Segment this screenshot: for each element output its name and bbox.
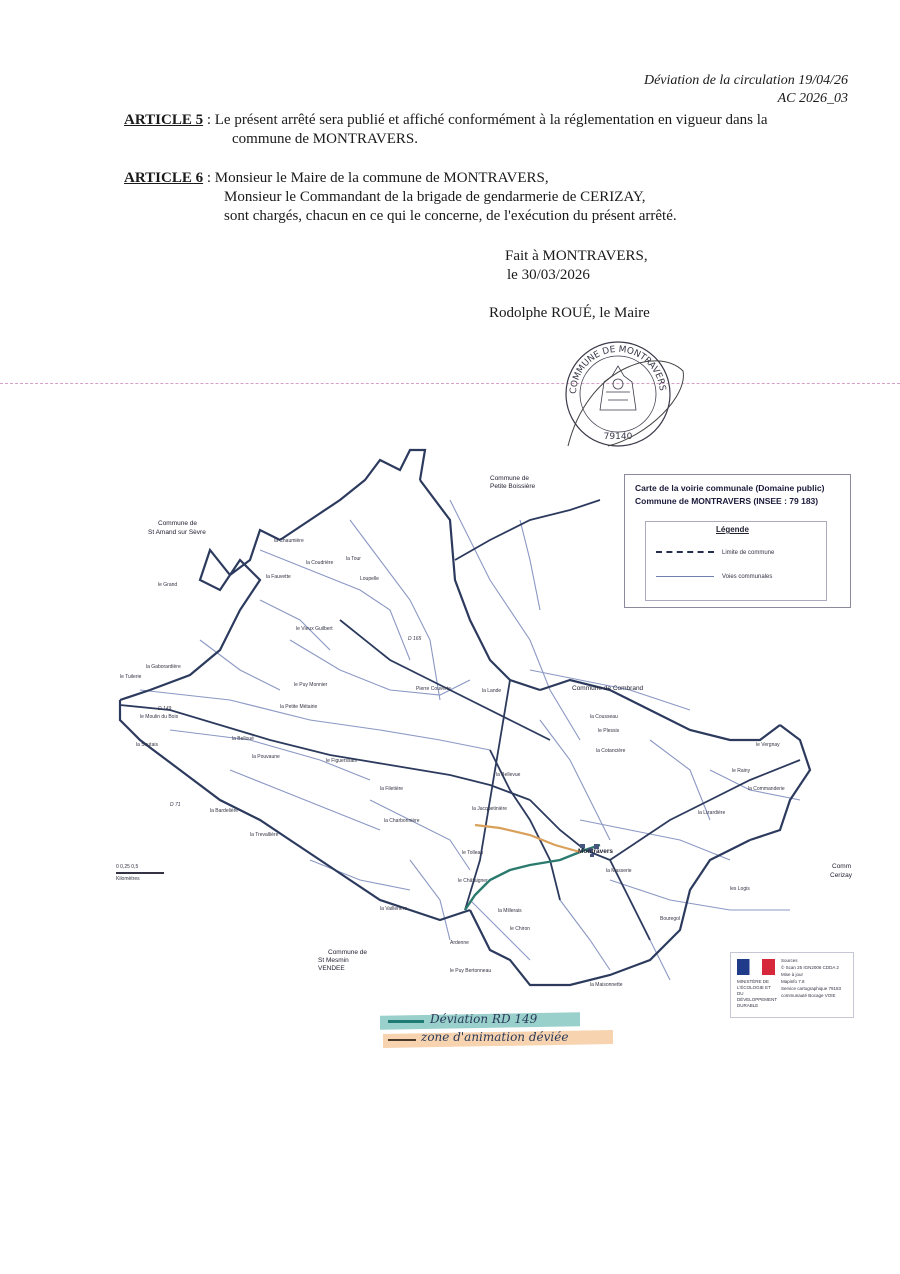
commune-st-amand-2: St Amand sur Sèvre xyxy=(148,529,206,536)
sources-line6: communauté Bocage VOIE xyxy=(781,993,836,998)
sources-text xyxy=(781,957,851,999)
label-trevalliere: la Trevallière xyxy=(250,832,279,838)
label-vergnay: le Vergnay xyxy=(756,742,780,748)
label-petite-metairie: la Petite Métairie xyxy=(280,704,318,710)
ministry-name: MINISTÈRE DE L'ÉCOLOGIE ET DU DÉVELOPPEMENT DURABLE xyxy=(737,979,777,1008)
deviation-legend-stroke xyxy=(388,1020,424,1023)
signature-place: Fait à MONTRAVERS, xyxy=(505,248,648,264)
label-d149: D 149 xyxy=(158,706,172,712)
label-cousseau: la Cousseau xyxy=(590,714,618,720)
town-seal-stamp xyxy=(548,326,688,456)
label-commanderie: la Commanderie xyxy=(748,786,785,792)
signature-date: le 30/03/2026 xyxy=(507,267,590,283)
label-puy-bertonneau: le Puy Bertonneau xyxy=(450,968,492,974)
sources-line2: © Scan 25 IGN2006 CDDA 2 xyxy=(781,965,839,970)
label-pierre-couverte: Pierre Couverte xyxy=(416,686,452,692)
article-5 xyxy=(124,111,854,149)
article-6-label: ARTICLE 6 xyxy=(124,170,204,186)
legend-item-roads xyxy=(656,574,772,580)
article-6-line1: : Monsieur le Maire de la commune de MONTRAVERS, xyxy=(203,170,549,186)
label-bellevue: la Bellevue xyxy=(496,772,521,778)
label-maisonnette: la Maisonnette xyxy=(590,982,623,988)
reference-code: AC 2026_03 xyxy=(777,91,848,106)
label-tuilerie: le Tuilerie xyxy=(120,674,142,680)
label-vieux-guilbert: le Vieux Guilbert xyxy=(296,626,333,632)
label-plessis: le Plessis xyxy=(598,728,620,734)
scale-ticks: 0 0,25 0,5 xyxy=(116,864,139,870)
legend-title: Carte de la voirie communale (Domaine public) xyxy=(635,483,825,493)
label-filetiere: la Filetière xyxy=(380,786,404,792)
label-tolleau: le Tolleau xyxy=(462,850,484,856)
label-moulin: le Moulin du Bois xyxy=(140,714,179,720)
sources-line5: Service cartographique 79183 xyxy=(781,986,842,991)
commune-st-amand-1: Commune de xyxy=(158,520,198,527)
article-5-text-cont: commune de MONTRAVERS. xyxy=(232,131,418,147)
commune-petite-boissiere-2: Petite Boissière xyxy=(490,483,536,490)
seal-code: 79140 xyxy=(603,432,633,442)
article-5-label: ARTICLE 5 xyxy=(124,112,204,128)
animation-legend-stroke xyxy=(388,1039,416,1041)
legend-item-roads-label: Voies communales xyxy=(722,574,773,580)
label-soutais: la Soutais xyxy=(136,742,158,748)
legend-subtitle: Commune de MONTRAVERS (INSEE : 79 183) xyxy=(635,496,819,506)
label-belloue: la Belloué xyxy=(232,736,254,742)
label-cotanciere: la Cotancière xyxy=(596,748,626,754)
fold-line xyxy=(0,383,900,384)
scale-unit: Kilomètres xyxy=(116,876,140,882)
commune-cerizay-1: Comm xyxy=(832,863,852,870)
svg-text:COMMUNE DE MONTRAVERS xyxy=(569,345,667,394)
label-chiron: le Chiron xyxy=(510,926,531,932)
label-chataigner: le Châtaigner xyxy=(458,878,488,884)
sources-line3: Mise à jour xyxy=(781,972,804,977)
legend-box xyxy=(645,521,827,601)
label-jacquetiniere: la Jacquetinière xyxy=(472,806,508,812)
seal-text: COMMUNE DE MONTRAVERS xyxy=(568,344,667,395)
label-lande: la Lande xyxy=(482,688,502,694)
label-bouregol: Bouregol xyxy=(660,916,681,922)
commune-st-mesmin-3: VENDEE xyxy=(318,965,345,972)
label-rainy: le Rainy xyxy=(732,768,751,774)
article-6-line3: sont chargés, chacun en ce qui le concerne, de l'exécution du présent arrêté. xyxy=(224,208,677,224)
label-loupelle: Loupelle xyxy=(360,576,379,582)
legend-item-limit xyxy=(656,550,774,556)
mayor-name: Rodolphe ROUÉ, le Maire xyxy=(489,305,650,321)
sources-line4: Mapinfo 7.8 xyxy=(781,979,805,984)
label-gabardiere: la Gaborardière xyxy=(146,664,181,670)
commune-st-mesmin-1: Commune de xyxy=(328,949,368,956)
label-pouvaune: la Pouvaune xyxy=(252,754,280,760)
legend-item-limit-label: Limite de commune xyxy=(722,550,775,556)
label-puy-monnier: le Puy Monnier xyxy=(294,682,328,688)
label-grand: le Grand xyxy=(158,582,178,588)
label-bardeliere: la Bardelière xyxy=(210,808,239,814)
legend-heading: Légende xyxy=(716,525,749,534)
label-tour: la Tour xyxy=(346,556,361,562)
document-reference xyxy=(644,72,848,108)
communal-road-swatch xyxy=(656,576,714,577)
article-5-text: : Le présent arrêté sera publié et affiché conformément à la réglementation en vigueur dans la xyxy=(203,112,768,128)
label-d71: D 71 xyxy=(170,802,181,808)
label-masserie: la Masserie xyxy=(606,868,632,874)
commune-combrand: Commune de Combrand xyxy=(572,685,644,692)
commune-cerizay-2: Cerizay xyxy=(830,872,853,879)
commune-st-mesmin-2: St Mesmin xyxy=(318,957,349,964)
label-chaumiere: la Chaumière xyxy=(274,538,304,544)
article-6 xyxy=(124,169,854,226)
label-d165: D 165 xyxy=(408,636,422,642)
label-vaillerière: la Vaillerière xyxy=(380,906,408,912)
sources-line1: Sources xyxy=(781,958,798,963)
commune-limit-swatch xyxy=(656,551,714,553)
label-lisardiere: la Lizardière xyxy=(698,810,726,816)
republic-logo xyxy=(737,959,775,975)
sources-block xyxy=(730,952,854,1018)
scale-line xyxy=(116,872,164,874)
label-figuerssais: le Figuerssais xyxy=(326,758,357,764)
commune-petite-boissiere-1: Commune de xyxy=(490,475,530,482)
label-montravers: Montravers xyxy=(578,848,614,855)
label-logis: les Logis xyxy=(730,886,750,892)
handwritten-animation-note: zone d'animation déviée xyxy=(421,1030,569,1044)
animation-zone-route xyxy=(475,825,580,852)
deviation-title: Déviation de la circulation 19/04/26 xyxy=(643,73,848,88)
label-fauvette: la Fauvette xyxy=(266,574,291,580)
handwritten-deviation-note: Déviation RD 149 xyxy=(430,1012,538,1026)
label-millerais: la Millerais xyxy=(498,908,522,914)
scale-bar xyxy=(116,864,164,882)
label-charbonniere: la Charbonnière xyxy=(384,818,420,824)
article-6-line2: Monsieur le Commandant de la brigade de gendarmerie de CERIZAY, xyxy=(224,189,646,205)
label-ardenne: Ardenne xyxy=(450,940,469,946)
map-legend xyxy=(624,474,851,608)
label-coudriere: la Coudrière xyxy=(306,560,334,566)
